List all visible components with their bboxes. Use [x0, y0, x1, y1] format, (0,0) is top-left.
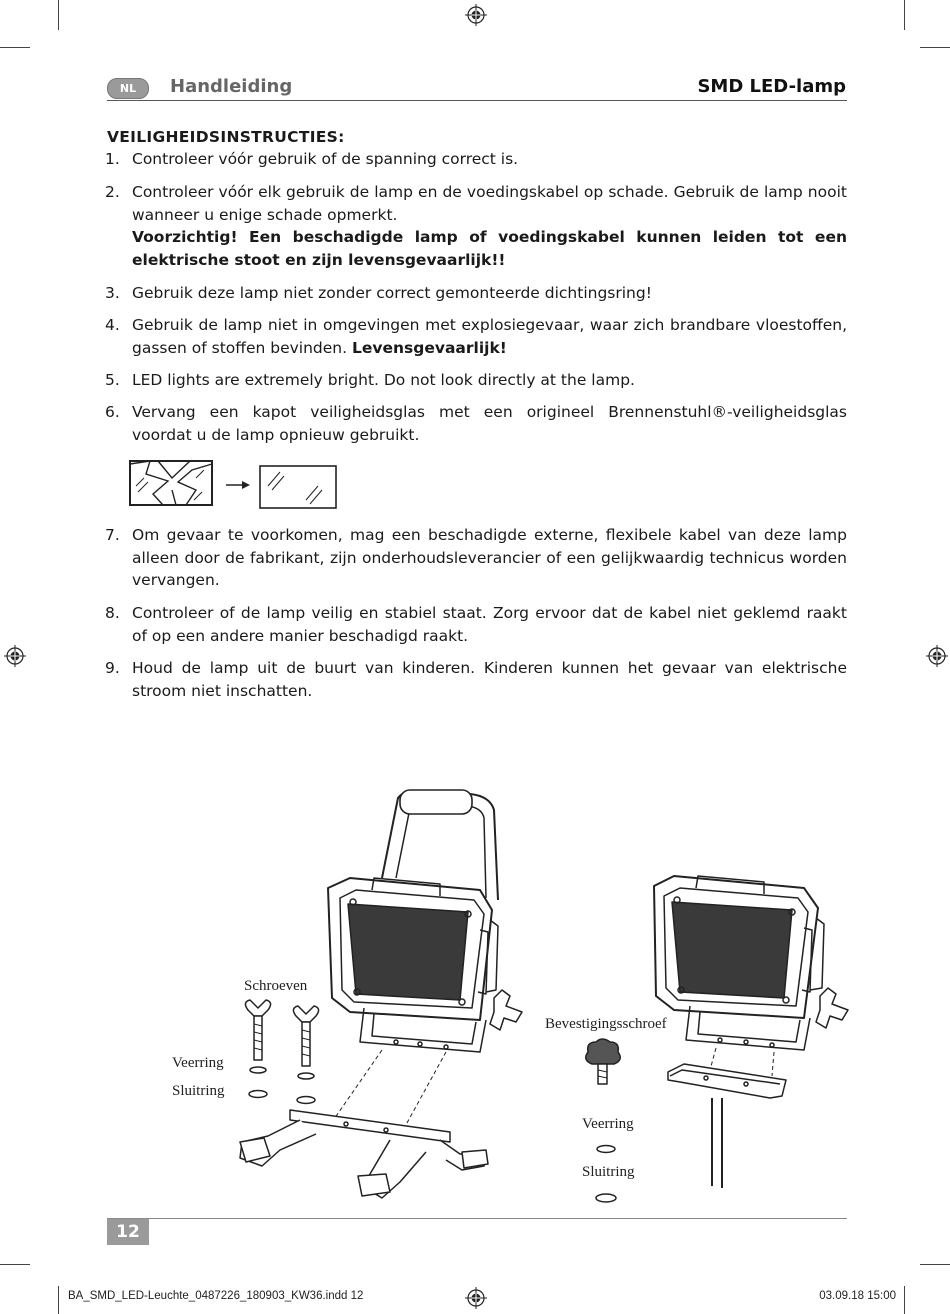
header-divider	[107, 100, 847, 101]
list-item	[105, 181, 847, 271]
crop-mark	[0, 47, 30, 48]
crop-mark	[904, 1286, 905, 1314]
item-number: 8.	[105, 604, 120, 622]
glass-replacement-illustration	[128, 456, 340, 512]
registration-mark-icon	[465, 1287, 487, 1309]
crop-mark	[920, 47, 950, 48]
item-warning: Levensgevaarlijk!	[352, 338, 507, 357]
label-lock-washer: Sluitring	[172, 1083, 225, 1099]
item-text: Gebruik de lamp niet in omgevingen met explosiegevaar, waar zich brandbare vloestoffen, gassen of stoffen bevinden.	[132, 316, 847, 357]
label-spring-washer: Veerring	[582, 1116, 634, 1132]
item-number: 9.	[105, 659, 120, 677]
label-mount-screw: Bevestigingsschroef	[545, 1016, 667, 1032]
registration-mark-icon	[465, 4, 487, 26]
section-title: VEILIGHEIDSINSTRUCTIES:	[107, 128, 345, 146]
print-slug-date: 03.09.18 15:00	[819, 1290, 896, 1302]
registration-mark-icon	[4, 645, 26, 667]
footer-divider	[107, 1218, 847, 1219]
product-name: SMD LED-lamp	[697, 76, 846, 97]
item-number: 7.	[105, 526, 120, 544]
label-lock-washer: Sluitring	[582, 1164, 635, 1180]
list-item	[105, 282, 847, 305]
registration-mark-icon	[926, 645, 948, 667]
item-number: 5.	[105, 371, 120, 389]
item-number: 2.	[105, 183, 120, 201]
page-number: 12	[107, 1219, 149, 1245]
item-text: LED lights are extremely bright. Do not look directly at the lamp.	[132, 371, 635, 389]
item-text: Gebruik deze lamp niet zonder correct gemonteerde dichtingsring!	[132, 284, 652, 302]
item-text: Controleer of de lamp veilig en stabiel staat. Zorg ervoor dat de kabel niet geklemd raakt of op een andere manier beschadigd raakt.	[132, 604, 847, 645]
crop-mark	[920, 1264, 950, 1265]
label-screws: Schroeven	[244, 978, 308, 994]
crop-mark	[58, 0, 59, 30]
item-text: Houd de lamp uit de buurt van kinderen. Kinderen kunnen het gevaar van elektrische stroom niet inschatten.	[132, 659, 847, 700]
item-number: 6.	[105, 403, 120, 421]
manual-title: Handleiding	[170, 76, 293, 97]
item-number: 4.	[105, 316, 120, 334]
language-badge: NL	[107, 78, 149, 99]
assembly-illustration	[150, 780, 860, 1210]
list-item	[105, 369, 847, 392]
list-item	[105, 524, 847, 592]
item-warning: Voorzichtig! Een beschadigde lamp of voedingskabel kunnen leiden tot een elektrische stoot en zijn levensgevaarlijk!!	[132, 228, 847, 269]
item-text: Om gevaar te voorkomen, mag een beschadigde externe, flexibele kabel van deze lamp alleen door de fabrikant, zijn onderhoudsleverancier of een gelijkwaardig technicus worden vervangen.	[132, 526, 847, 589]
list-item	[105, 314, 847, 359]
crop-mark	[58, 1286, 59, 1314]
item-number: 3.	[105, 284, 120, 302]
crop-mark	[0, 1264, 30, 1265]
list-item	[105, 401, 847, 446]
list-item	[105, 602, 847, 647]
label-spring-washer: Veerring	[172, 1055, 224, 1071]
item-text: Controleer vóór elk gebruik de lamp en de voedingskabel op schade. Gebruik de lamp nooit wanneer u enige schade opmerkt.	[132, 183, 847, 224]
crop-mark	[904, 0, 905, 30]
list-item	[105, 657, 847, 702]
item-text: Vervang een kapot veiligheidsglas met een origineel Brennenstuhl®-veiligheidsglas voordat u de lamp opnieuw gebruikt.	[132, 403, 847, 444]
item-text: Controleer vóór gebruik of de spanning correct is.	[132, 150, 519, 168]
item-number: 1.	[105, 150, 120, 168]
list-item	[105, 148, 847, 171]
print-slug-file: BA_SMD_LED-Leuchte_0487226_180903_KW36.indd 12	[68, 1290, 364, 1302]
